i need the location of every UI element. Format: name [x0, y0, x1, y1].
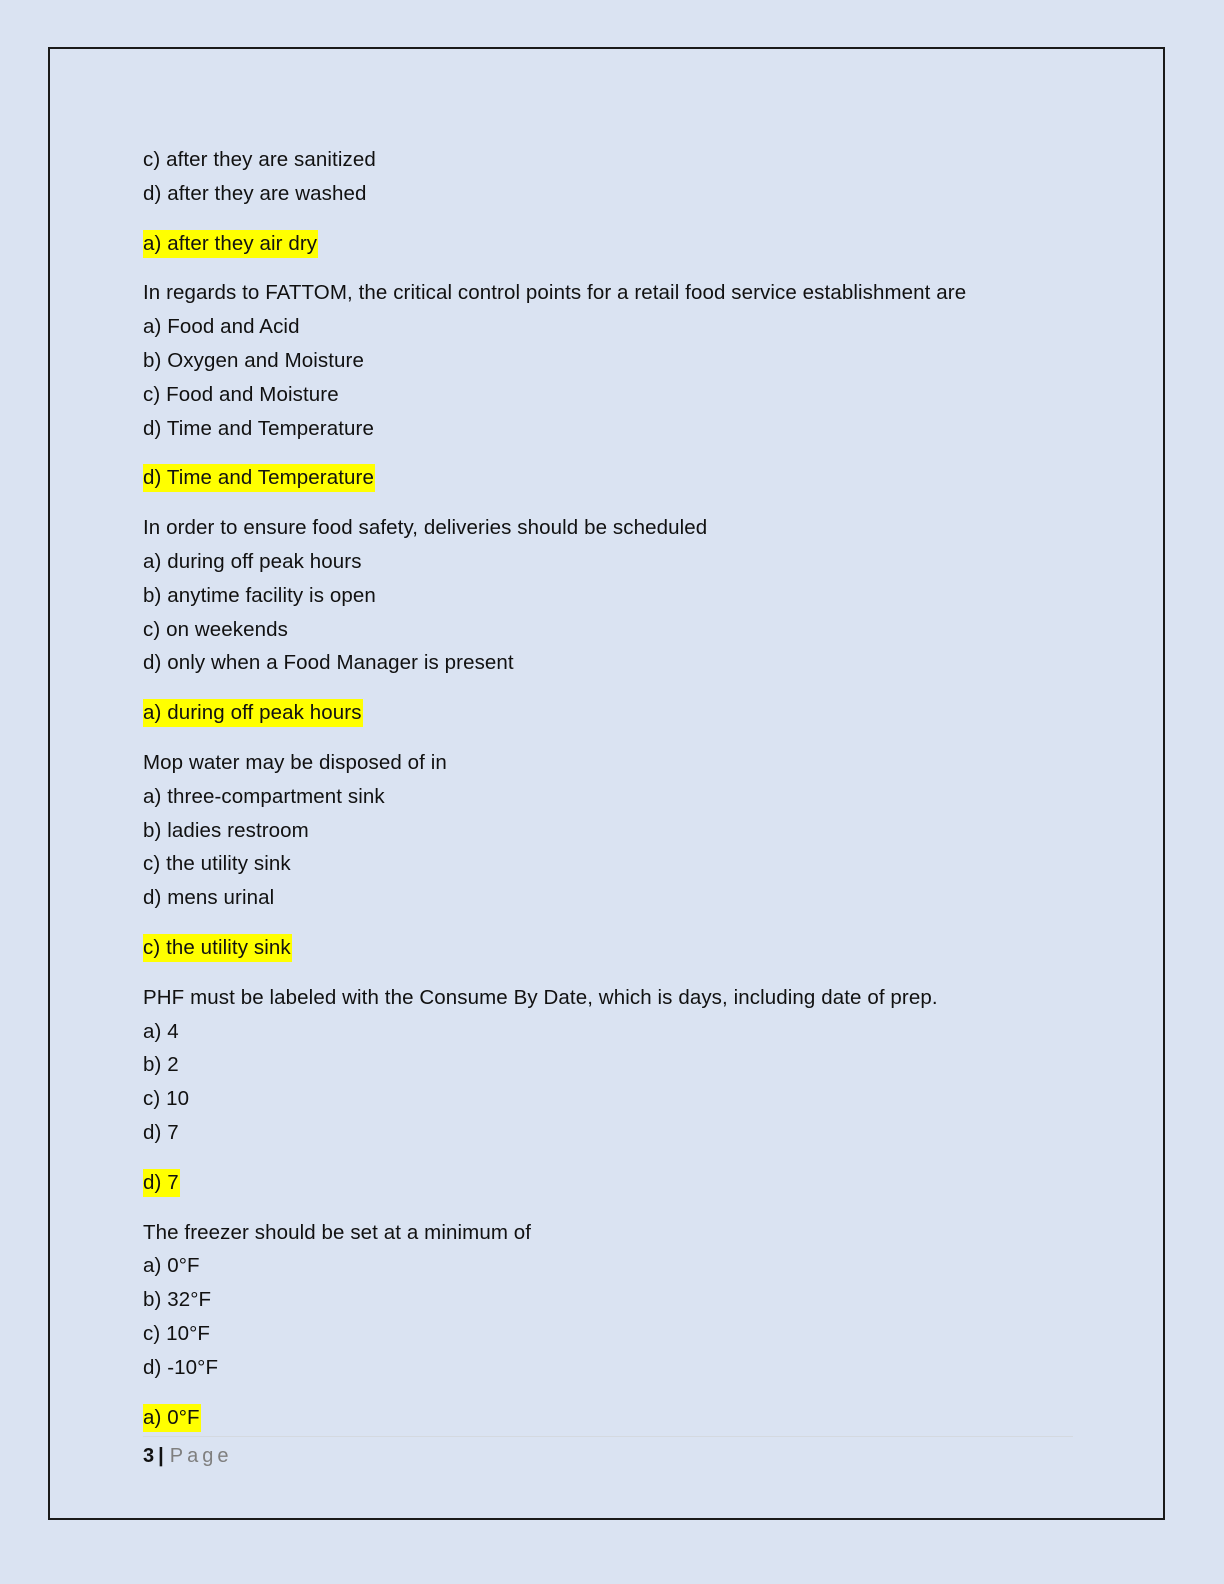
answer-block: [143, 931, 1083, 965]
highlighted-answer: a) 0°F: [143, 1404, 201, 1432]
option-line: d) Time and Temperature: [143, 416, 374, 440]
option-line: a) 0°F: [143, 1254, 200, 1278]
answer-block: [143, 227, 1083, 261]
option-line: d) 7: [143, 1120, 179, 1144]
answer-block: [143, 696, 1083, 730]
option-line: d) only when a Food Manager is present: [143, 651, 514, 675]
highlighted-answer: d) 7: [143, 1169, 180, 1197]
option-line: c) Food and Moisture: [143, 382, 339, 406]
document-body: [143, 143, 1083, 1450]
option-line: d) mens urinal: [143, 886, 275, 910]
option-line: a) three-compartment sink: [143, 784, 385, 808]
question-text: The freezer should be set at a minimum of: [143, 1220, 532, 1244]
question-text: In order to ensure food safety, deliveries should be scheduled: [143, 516, 708, 540]
answer-block: [143, 1401, 1083, 1435]
option-line: b) ladies restroom: [143, 818, 309, 842]
page-number: 3: [143, 1445, 155, 1467]
option-line: c) the utility sink: [143, 852, 291, 876]
option-line: c) after they are sanitized: [143, 148, 376, 171]
answer-block: [143, 1166, 1083, 1200]
highlighted-answer: d) Time and Temperature: [143, 464, 375, 492]
answer-block: [143, 461, 1083, 495]
option-line: b) Oxygen and Moisture: [143, 348, 364, 372]
page-label: Page: [169, 1445, 233, 1467]
highlighted-answer: a) after they air dry: [143, 230, 318, 258]
footer-separator: |: [158, 1445, 164, 1467]
option-line: d) -10°F: [143, 1355, 219, 1379]
option-line: a) Food and Acid: [143, 315, 300, 339]
highlighted-answer: a) during off peak hours: [143, 699, 363, 727]
highlighted-answer: c) the utility sink: [143, 934, 292, 962]
option-line: c) on weekends: [143, 617, 288, 641]
option-line: c) 10: [143, 1087, 190, 1111]
option-line: b) 2: [143, 1053, 179, 1077]
option-line: b) anytime facility is open: [143, 583, 376, 607]
question-text: PHF must be labeled with the Consume By Date, which is days, including date of prep.: [143, 985, 938, 1009]
page-footer: [143, 1436, 1073, 1471]
question-text: Mop water may be disposed of in: [143, 750, 447, 774]
option-line: c) 10°F: [143, 1321, 210, 1345]
question-text: In regards to FATTOM, the critical control points for a retail food service establishment are: [143, 281, 967, 305]
option-line: a) 4: [143, 1019, 179, 1043]
option-line: b) 32°F: [143, 1288, 212, 1312]
option-line: a) during off peak hours: [143, 549, 362, 573]
option-line: d) after they are washed: [143, 181, 367, 205]
